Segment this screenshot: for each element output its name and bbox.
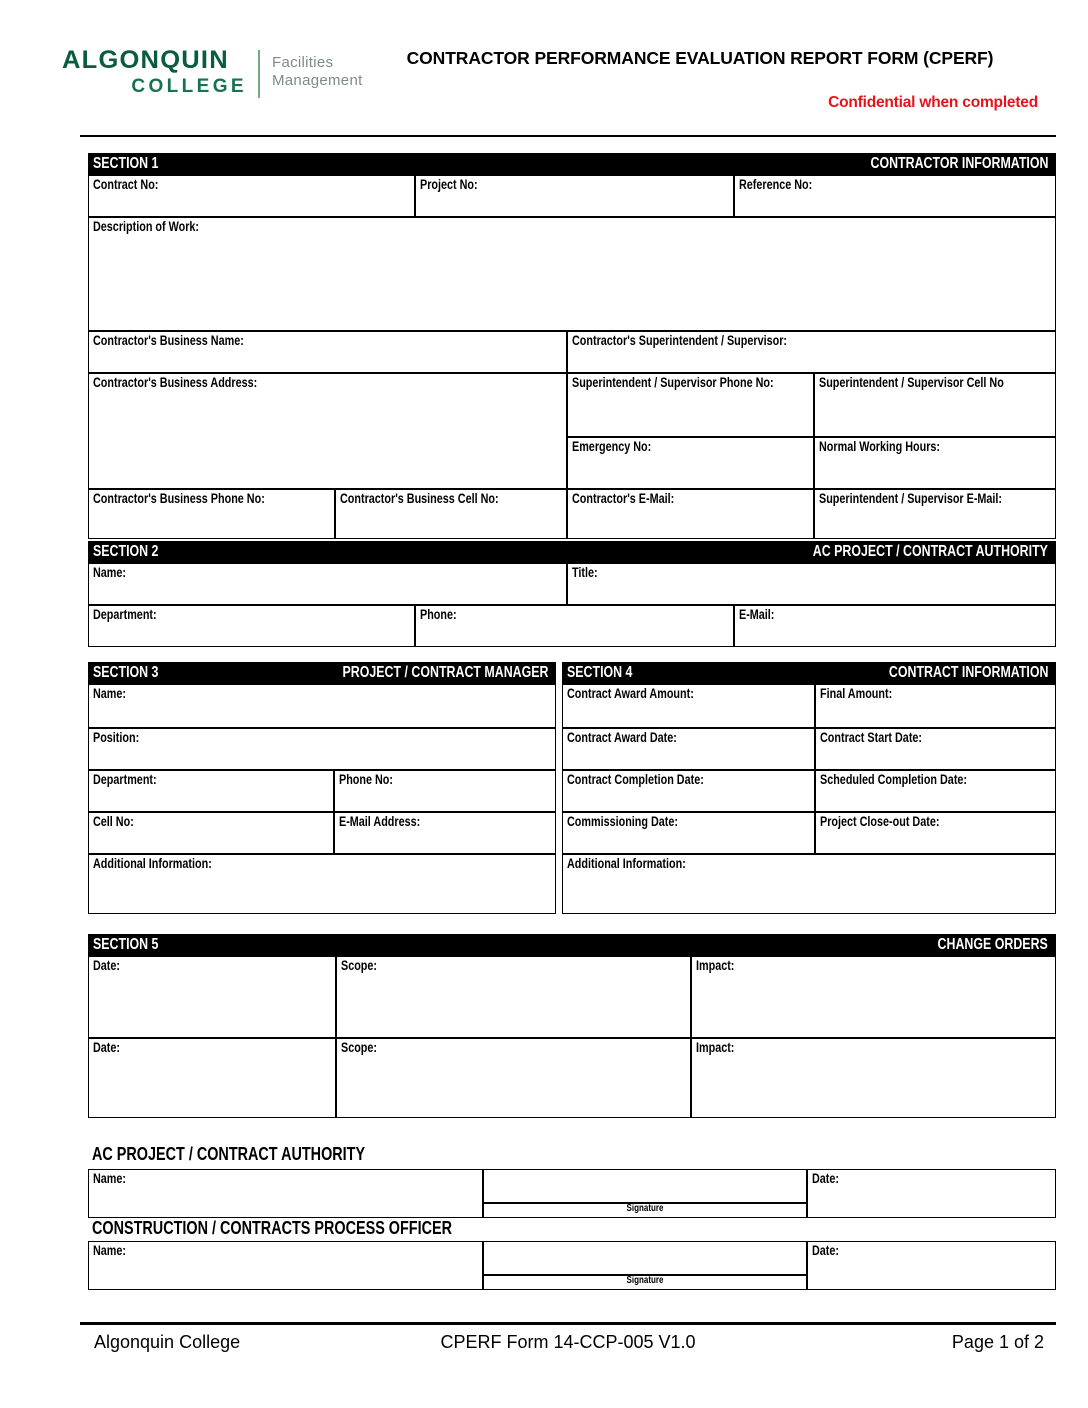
field-manager-email-address-label: E-Mail Address: — [339, 814, 421, 829]
field-project-no-label: Project No: — [420, 177, 478, 192]
section2-row1 — [88, 563, 1056, 605]
field-manager-additional-information[interactable] — [89, 855, 555, 913]
field-contractor-business-address[interactable] — [89, 374, 566, 488]
section4-band — [562, 662, 1056, 684]
field-contract-completion-date-label: Contract Completion Date: — [567, 772, 704, 787]
field-signature-2-caption: Signature — [626, 1275, 664, 1286]
footer-form-id: CPERF Form 14-CCP-005 V1.0 — [440, 1332, 696, 1352]
field-manager-additional-information-label: Additional Information: — [93, 856, 212, 871]
field-change-order-2-impact-label: Impact: — [696, 1040, 735, 1055]
field-manager-position[interactable] — [89, 729, 555, 769]
field-superintendent-phone-no-label: Superintendent / Supervisor Phone No: — [572, 375, 774, 390]
field-project-close-out-date-label: Project Close-out Date: — [820, 814, 940, 829]
section1-row5 — [88, 489, 1056, 539]
field-manager-department[interactable] — [89, 771, 333, 811]
field-contractor-email-label: Contractor's E-Mail: — [572, 491, 675, 506]
section1-row4 — [88, 373, 1056, 489]
field-reference-no[interactable] — [735, 176, 1055, 216]
section3-band — [88, 662, 556, 684]
field-authority-phone[interactable] — [416, 606, 733, 646]
section1-band-left: SECTION 1 — [93, 155, 159, 172]
section5-band-left: SECTION 5 — [93, 936, 159, 953]
section5-band — [88, 934, 1056, 956]
footer-divider — [80, 1322, 1056, 1325]
field-emergency-no[interactable] — [568, 438, 813, 488]
field-authority-email[interactable] — [735, 606, 1055, 646]
field-change-order-1-date-label: Date: — [93, 958, 121, 973]
field-contractor-business-cell-no[interactable] — [336, 490, 566, 538]
field-manager-name[interactable] — [89, 685, 555, 727]
field-contractor-business-name-label: Contractor's Business Name: — [93, 333, 244, 348]
field-contract-award-amount-label: Contract Award Amount: — [567, 686, 694, 701]
field-commissioning-date[interactable] — [563, 813, 814, 853]
field-contractor-business-phone-no-label: Contractor's Business Phone No: — [93, 491, 265, 506]
field-reference-no-label: Reference No: — [739, 177, 813, 192]
field-signature-2-date-label: Date: — [812, 1243, 840, 1258]
field-manager-position-label: Position: — [93, 730, 140, 745]
field-manager-cell-no-label: Cell No: — [93, 814, 134, 829]
signature-block-2 — [88, 1241, 1056, 1290]
field-change-order-2-date[interactable] — [89, 1039, 335, 1117]
field-contract-award-amount[interactable] — [563, 685, 814, 727]
field-contract-additional-information-label: Additional Information: — [567, 856, 686, 871]
document-footer — [80, 1332, 1056, 1362]
field-authority-name-label: Name: — [93, 565, 127, 580]
signature-block-1 — [88, 1169, 1056, 1218]
field-signature-1-name-label: Name: — [93, 1171, 127, 1186]
section2-band-left: SECTION 2 — [93, 543, 159, 560]
signature-block-2-heading: CONSTRUCTION / CONTRACTS PROCESS OFFICER — [92, 1218, 453, 1238]
field-manager-phone-no-label: Phone No: — [339, 772, 393, 787]
field-manager-phone-no[interactable] — [335, 771, 555, 811]
section4-band-right: CONTRACT INFORMATION — [888, 664, 1048, 681]
section2-row2 — [88, 605, 1056, 647]
field-scheduled-completion-date[interactable] — [816, 771, 1055, 811]
field-change-order-2-scope-label: Scope: — [341, 1040, 378, 1055]
field-signature-1-signature[interactable] — [484, 1170, 806, 1217]
field-final-amount[interactable] — [816, 685, 1055, 727]
field-change-order-1-impact-label: Impact: — [696, 958, 735, 973]
field-contract-start-date[interactable] — [816, 729, 1055, 769]
field-authority-name[interactable] — [89, 564, 566, 604]
field-superintendent-phone-no[interactable] — [568, 374, 813, 436]
field-manager-name-label: Name: — [93, 686, 127, 701]
field-contractor-business-address-label: Contractor's Business Address: — [93, 375, 258, 390]
field-change-order-2-impact[interactable] — [692, 1039, 1055, 1117]
field-authority-title-label: Title: — [572, 565, 598, 580]
logo-college-text: COLLEGE — [131, 76, 247, 97]
field-contract-start-date-label: Contract Start Date: — [820, 730, 923, 745]
field-description-of-work[interactable] — [88, 217, 1056, 331]
field-signature-2-name-label: Name: — [93, 1243, 127, 1258]
field-emergency-no-label: Emergency No: — [572, 439, 652, 454]
field-contractor-superintendent-label: Contractor's Superintendent / Supervisor: — [572, 333, 787, 348]
field-scheduled-completion-date-label: Scheduled Completion Date: — [820, 772, 968, 787]
signature-block-1-heading: AC PROJECT / CONTRACT AUTHORITY — [92, 1144, 366, 1164]
field-contract-award-date[interactable] — [563, 729, 814, 769]
field-manager-cell-no[interactable] — [89, 813, 333, 853]
logo-subbrand-line2: Management — [272, 72, 363, 89]
field-contractor-business-phone-no[interactable] — [89, 490, 334, 538]
field-contract-award-date-label: Contract Award Date: — [567, 730, 677, 745]
field-signature-1-caption: Signature — [626, 1203, 664, 1214]
field-change-order-1-date[interactable] — [89, 957, 335, 1037]
field-superintendent-email-label: Superintendent / Supervisor E-Mail: — [819, 491, 1003, 506]
section2-band-right: AC PROJECT / CONTRACT AUTHORITY — [812, 543, 1048, 560]
field-authority-department-label: Department: — [93, 607, 157, 622]
section5-body — [88, 956, 1056, 1118]
section3-band-right: PROJECT / CONTRACT MANAGER — [342, 664, 548, 681]
logo-divider — [258, 50, 260, 98]
document-header — [0, 0, 1088, 130]
field-contractor-business-name[interactable] — [89, 332, 566, 372]
field-authority-department[interactable] — [89, 606, 414, 646]
section5-band-right: CHANGE ORDERS — [937, 936, 1048, 953]
field-contractor-email[interactable] — [568, 490, 813, 538]
section1-row1 — [88, 175, 1056, 217]
section1-band — [88, 153, 1056, 175]
field-change-order-2-date-label: Date: — [93, 1040, 121, 1055]
field-signature-1-date[interactable] — [808, 1170, 1055, 1217]
field-authority-email-label: E-Mail: — [739, 607, 775, 622]
field-manager-department-label: Department: — [93, 772, 157, 787]
field-signature-2-signature[interactable] — [484, 1242, 806, 1289]
field-contract-no-label: Contract No: — [93, 177, 159, 192]
section2-band — [88, 541, 1056, 563]
section3-body — [88, 684, 556, 914]
page-title: CONTRACTOR PERFORMANCE EVALUATION REPORT FORM (CPERF) — [406, 48, 994, 68]
field-normal-working-hours[interactable] — [815, 438, 1055, 488]
section4-band-left: SECTION 4 — [567, 664, 633, 681]
field-normal-working-hours-label: Normal Working Hours: — [819, 439, 941, 454]
field-superintendent-cell-no[interactable] — [815, 374, 1055, 436]
field-contractor-superintendent[interactable] — [568, 332, 1055, 372]
field-final-amount-label: Final Amount: — [820, 686, 893, 701]
field-manager-email-address[interactable] — [335, 813, 555, 853]
field-authority-phone-label: Phone: — [420, 607, 457, 622]
section3-band-left: SECTION 3 — [93, 664, 159, 681]
logo-algonquin-text: ALGONQUIN — [62, 46, 229, 74]
field-superintendent-email[interactable] — [815, 490, 1055, 538]
section4-body — [562, 684, 1056, 914]
field-contractor-business-cell-no-label: Contractor's Business Cell No: — [340, 491, 499, 506]
field-signature-2-date[interactable] — [808, 1242, 1055, 1289]
header-divider — [80, 135, 1056, 137]
field-project-close-out-date[interactable] — [816, 813, 1055, 853]
field-superintendent-cell-no-label: Superintendent / Supervisor Cell No — [819, 375, 1004, 390]
field-project-no[interactable] — [416, 176, 733, 216]
logo-subbrand-line1: Facilities — [272, 54, 334, 71]
algonquin-college-logo — [62, 48, 362, 104]
field-signature-1-name[interactable] — [89, 1170, 482, 1217]
logo-subbrand — [272, 54, 363, 90]
confidentiality-notice: Confidential when completed — [828, 94, 1038, 111]
field-contract-additional-information[interactable] — [563, 855, 1055, 913]
field-contract-completion-date[interactable] — [563, 771, 814, 811]
field-contract-no[interactable] — [89, 176, 414, 216]
field-description-of-work-label: Description of Work: — [93, 219, 200, 234]
section1-band-right: CONTRACTOR INFORMATION — [870, 155, 1048, 172]
field-commissioning-date-label: Commissioning Date: — [567, 814, 679, 829]
field-change-order-1-scope[interactable] — [337, 957, 690, 1037]
footer-page-number: Page 1 of 2 — [951, 1332, 1044, 1352]
field-authority-title[interactable] — [568, 564, 1055, 604]
section1-row3 — [88, 331, 1056, 373]
field-signature-1-date-label: Date: — [812, 1171, 840, 1186]
field-signature-2-name[interactable] — [89, 1242, 482, 1289]
field-change-order-2-scope[interactable] — [337, 1039, 690, 1117]
field-change-order-1-impact[interactable] — [692, 957, 1055, 1037]
field-change-order-1-scope-label: Scope: — [341, 958, 378, 973]
footer-organization: Algonquin College — [94, 1332, 241, 1352]
